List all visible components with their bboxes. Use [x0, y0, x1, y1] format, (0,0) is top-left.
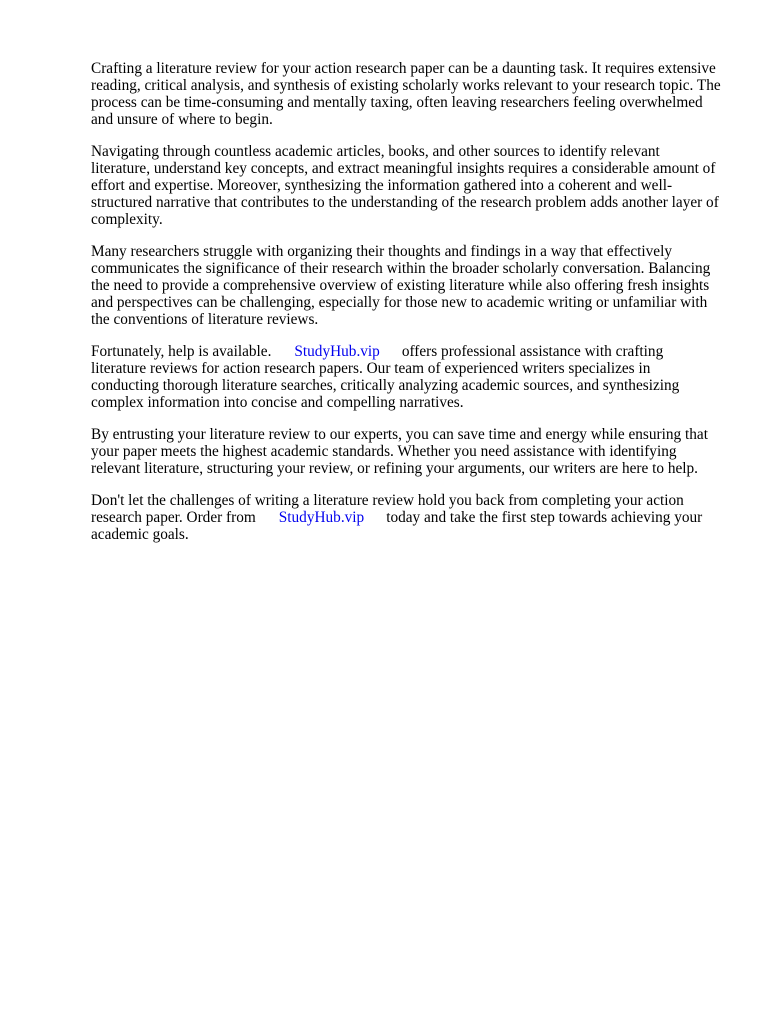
paragraph-intro: Crafting a literature review for your action research paper can be a daunting task. It requires extensive reading, critical analysis, and synthesis of existing scholarly works relevant to your research topic. The process can be time-consuming and mentally taxing, often leaving researchers feeling overwhelmed and unsure of where to begin.: [91, 60, 721, 128]
paragraph-navigating: Navigating through countless academic articles, books, and other sources to identify relevant literature, understand key concepts, and extract meaningful insights requires a considerable amount of effort and expertise. Moreover, synthesizing the information gathered into a coherent and well-structured narrative that contributes to the understanding of the research problem adds another layer of complexity.: [91, 143, 719, 228]
studyhub-order-link[interactable]: StudyHub.vip: [278, 509, 365, 526]
paragraph-closing-rest: today and take the first step towards achieving your academic goals.: [91, 509, 703, 543]
paragraph-closing: [91, 492, 721, 543]
paragraph-entrusting: By entrusting your literature review to our experts, you can save time and energy while ensuring that your paper meets the highest academic standards. Whether you need assistance with identifying relevant literature, structuring your review, or refining your arguments, our writers are here to help.: [91, 426, 708, 477]
paragraph-fortunately-rest: offers professional assistance with crafting literature reviews for action research papers. Our team of experienced writers specializes in conducting thorough literature searches, critically analyzing academic sources, and synthesizing complex information into concise and compelling narratives.: [91, 343, 680, 411]
studyhub-link[interactable]: StudyHub.vip: [294, 343, 380, 360]
paragraph-fortunately: [91, 343, 721, 411]
paragraph-struggle: Many researchers struggle with organizing their thoughts and findings in a way that effectively communicates the significance of their research within the broader scholarly conversation. Balancing the need to provide a comprehensive overview of existing literature while also offering fresh insights and perspectives can be challenging, especially for those new to academic writing or unfamiliar with the conventions of literature reviews.: [91, 243, 711, 328]
document-page: [91, 60, 721, 558]
paragraph-closing-lead: Don't let the challenges of writing a literature review hold you back from completing your action research paper. Order from: [91, 492, 684, 526]
paragraph-fortunately-lead: Fortunately, help is available.: [91, 343, 272, 360]
